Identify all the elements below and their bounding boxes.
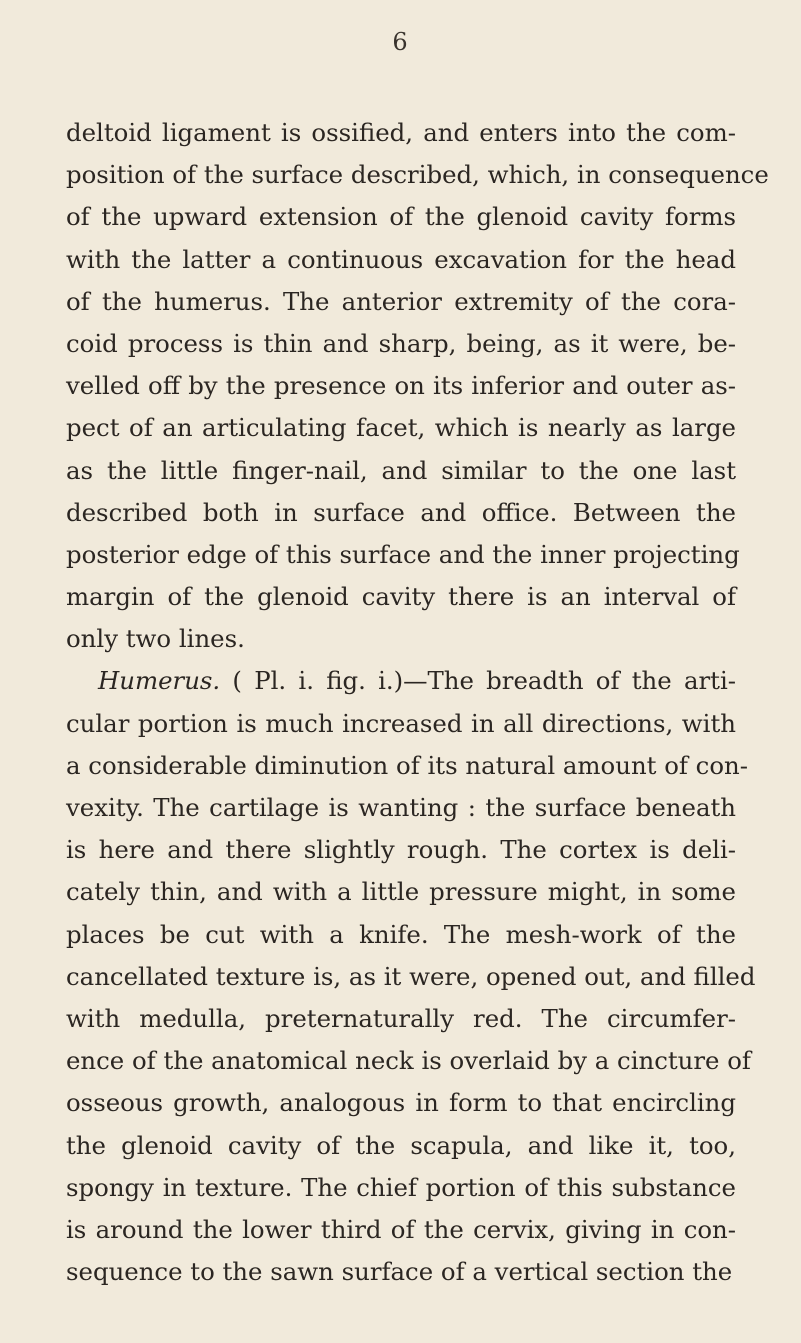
text-line: margin of the glenoid cavity there is an interval of — [66, 582, 736, 612]
text-line: with medulla, preternaturally red. The circumfer- — [66, 1003, 736, 1033]
text-line: osseous growth, analogous in form to that encircling — [66, 1088, 736, 1118]
text-line: coid process is thin and sharp, being, as it were, be- — [66, 328, 736, 358]
section-heading: Humerus. — [98, 666, 221, 696]
text-line: places be cut with a knife. The mesh-work of the — [66, 919, 736, 949]
text-line: is here and there slightly rough. The cortex is deli- — [66, 835, 736, 865]
text-line: ence of the anatomical neck is overlaid by a cincture of — [66, 1046, 751, 1076]
text-line: cately thin, and with a little pressure might, in some — [66, 877, 736, 907]
text-line: velled off by the presence on its inferior and outer as- — [66, 371, 736, 401]
text-line: cular portion is much increased in all directions, with — [66, 708, 736, 738]
page-number: 6 — [392, 28, 409, 56]
text-line: with the latter a continuous excavation for the head — [66, 244, 736, 274]
text-line: spongy in texture. The chief portion of this substance — [66, 1172, 736, 1202]
text-line: the glenoid cavity of the scapula, and like it, too, — [66, 1130, 736, 1160]
paragraph-2-first-line — [66, 660, 736, 702]
text-line: a considerable diminution of its natural amount of con- — [66, 750, 748, 780]
text-line: pect of an articulating facet, which is nearly as large — [66, 413, 736, 443]
text-line: cancellated texture is, as it were, opened out, and filled — [66, 961, 756, 991]
text-line: posterior edge of this surface and the inner projecting — [66, 539, 740, 569]
text-line: sequence to the sawn surface of a vertical section the — [66, 1257, 733, 1287]
text-line: vexity. The cartilage is wanting : the surface beneath — [66, 793, 736, 822]
text-line: position of the surface described, which, in consequence — [66, 160, 769, 190]
text-line: deltoid ligament is ossified, and enters into the com- — [66, 118, 736, 147]
paragraph-1 — [66, 112, 769, 660]
body-text — [66, 112, 769, 1293]
text-line: is around the lower third of the cervix, giving in con- — [66, 1214, 736, 1244]
text-line: described both in surface and office. Between the — [66, 497, 736, 527]
paragraph-2 — [66, 660, 756, 1293]
text-line: of the upward extension of the glenoid cavity forms — [66, 202, 736, 232]
heading-rest: ( Pl. i. fig. i.)—The breadth of the arti- — [220, 666, 736, 696]
text-line: as the little finger-nail, and similar to the one last — [66, 455, 736, 485]
text-line: only two lines. — [66, 624, 245, 654]
text-line: of the humerus. The anterior extremity of the cora- — [66, 286, 736, 316]
